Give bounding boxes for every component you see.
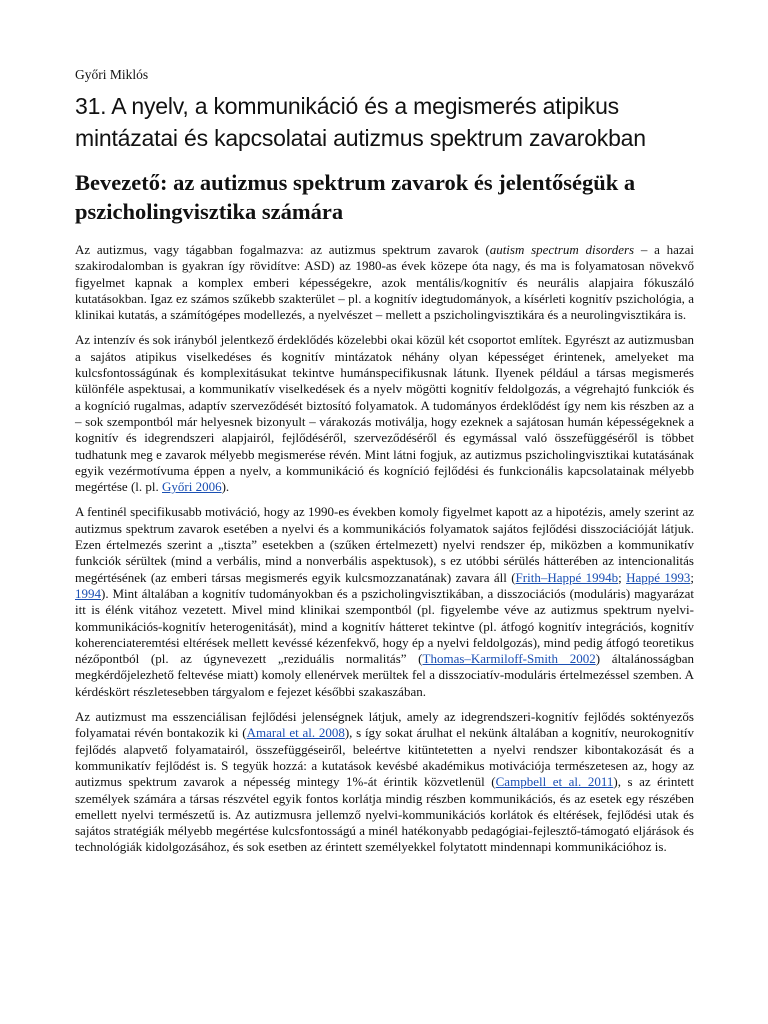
italic-term: autism spectrum disorders — [489, 242, 635, 257]
paragraph-2 — [75, 332, 694, 495]
paragraph-1 — [75, 242, 694, 323]
text-run: A fentinél specifikusabb motiváció, hogy az 1990-es években komoly figyelmet kapott az a hipotézis, amely szerint az autizmus spektrum zavarok esetében a nyelvi és a kommunikációs folyamatok sajátos fejlődési disszociációját látjuk. Ezen értelmezés szerint a „tiszta” esetekben a (szűken értelmezett) nyelvi rendszer ép, miközben a kommunikatív funkciók sérültek (mind a verbális, mind a nonverbális aspektusok), s ez utóbbi sérülés hátterében az intencionalitás megértésének (az emberi társas megismerés egyik kulcsmozzanatának) zavara áll ( — [75, 504, 694, 585]
text-run: ), s az érintett személyek számára a társas részvétel egyik fontos korlátja mindig részben kommunikációs, és az esetek egy részében emellett nyelvi természetű is. Az autizmusra jellemző nyelvi-kommunikációs korlátok és eltérések, fejlődési utak és sajátos stratégiák mélyebb megértése kulcsfontosságú a minél hatékonyabb pedagógiai-fejlesztő-támogató eljárások és technológiák kidolgozásához, és sok esetben az érintett személyekkel folytatott mindennapi kommunikációhoz is. — [75, 774, 694, 855]
text-run: ). Mint általában a kognitív tudományokban és a pszicholingvisztikában, a disszociációs (moduláris) magyarázat itt is élénk vitához vezetett. Mivel mind klinikai szempontból (pl. figyelembe véve az autizmus spektrum nyelvi-kommunikációs-kognitív heterogenitását), mind a kognitív hátteret tekintve (pl. átfogó kognitív integrációs, kognitív koherenciateremtési eltérések mellett kevéssé kézenfekvő, hogy ép a nyelvi feldolgozás), mind pedig átfogó teoretikus nézőpontból (pl. az úgynevezett „reziduális normalitás” ( — [75, 585, 694, 667]
text-run: – a hazai szakirodalomban is gyakran így rövidítve: ASD) az 1980-as évek közepe óta nagy, és ma is folyamatosan növekvő figyelmet kapnak a komplex emberi képességekre, azok mentális/kognitív és neurális alapjaira fókuszáló kutatásokban. Igaz ez számos szűkebb szakterület – pl. a kognitív idegtudományok, a kísérleti kognitív pszichológia, a klinikai kutatás, a számítógépes modellezés, a nyelvészet – mellett a pszicholingvisztikára és a neurolingvisztikára is. — [75, 242, 695, 323]
author-name: Győri Miklós — [75, 67, 149, 82]
citation-link[interactable]: Thomas–Karmiloff-Smith 2002 — [422, 651, 596, 667]
citation-link[interactable]: 1994 — [75, 585, 101, 601]
text-run: ) általánosságban megkérdőjelezhető feltevése miatt) komoly ellenérvek merültek fel a disszociatív-moduláris értelmezéssel szemben. A kérdéskört részletesebben tárgyalom e fejezet későbbi szakaszában. — [75, 651, 694, 699]
citation-link[interactable]: Happé 1993 — [626, 569, 691, 585]
citation-link[interactable]: Amaral et al. 2008 — [246, 725, 345, 741]
citation-link[interactable]: Frith–Happé 1994b — [515, 569, 619, 585]
text-run: ). — [221, 479, 230, 495]
text-run: Az intenzív és sok irányból jelentkező érdeklődés közelebbi okai közül két csoportot említek. Egyrészt az autizmusban a sajátos atipikus viselkedéses és kognitív mintázatok néhány olyan képességet érintenek, amelyeket ma kulcsfontosságúnak és komplexitásukat tekintve humánspecifikusnak látunk. Ilyenek például a társas megismerés különféle aspektusai, a kommunikatív viselkedések és a nyelv mögötti kognitív feldolgozás, a végrehajtó funkciók és a kogníció rugalmas, adaptív szerveződését biztosító folyamatok. A tudományos érdeklődést így nem kis részben az a – sok szempontból már helyesnek bizonyult – várakozás motiválja, hogy ezeknek a sajátosan humán képességeknek a kognitív és idegrendszeri alapjairól, fejlődéséről, szerveződéséről és egymással való összefüggéséről is többet tudhatunk meg e zavarok mélyebb megismerése révén. Mint látni fogjuk, az autizmus pszicholingvisztikai kutatásának egyik vezérmotívuma éppen a nyelv, a kommunikáció és kogníció fejlődési és funkcionális kapcsolatainak mélyebb megértése (l. pl. — [75, 332, 694, 495]
text-run: Az autizmus, vagy tágabban fogalmazva: az autizmus spektrum zavarok ( — [75, 242, 490, 257]
text-run: ; — [690, 569, 694, 585]
text-run: ), s így sokat árulhat el nekünk általában a kognitív, neurokognitív fejlődés alapvető folyamatairól, összefüggéseiről, beleértve kitüntetetten a nyelvi rendszer kibontakozását és a kommunikatív fejlődést is. S tegyük hozzá: a kutatások kevésbé akadémikus motivációja természetesen az, hogy az autizmus spektrum zavarok a népesség mintegy 1%-át érintik közvetlenül ( — [75, 725, 694, 790]
text-run: ; — [618, 569, 627, 585]
paragraph-4 — [75, 709, 694, 856]
section-title: Bevezető: az autizmus spektrum zavarok és jelentőségük a pszicholingvisztika számára — [75, 170, 636, 224]
chapter-title: 31. A nyelv, a kommunikáció és a megismerés atipikus mintázatai és kapcsolatai autizmus spektrum zavarokban — [75, 93, 646, 151]
citation-link[interactable]: Győri 2006 — [162, 479, 222, 495]
paragraph-3 — [75, 504, 694, 700]
text-run: Az autizmust ma esszenciálisan fejlődési jelenségnek látjuk, amely az idegrendszeri-kognitív fejlődés soktényezős folyamatai révén bontakozik ki ( — [75, 709, 694, 741]
citation-link[interactable]: Campbell et al. 2011 — [495, 774, 614, 790]
